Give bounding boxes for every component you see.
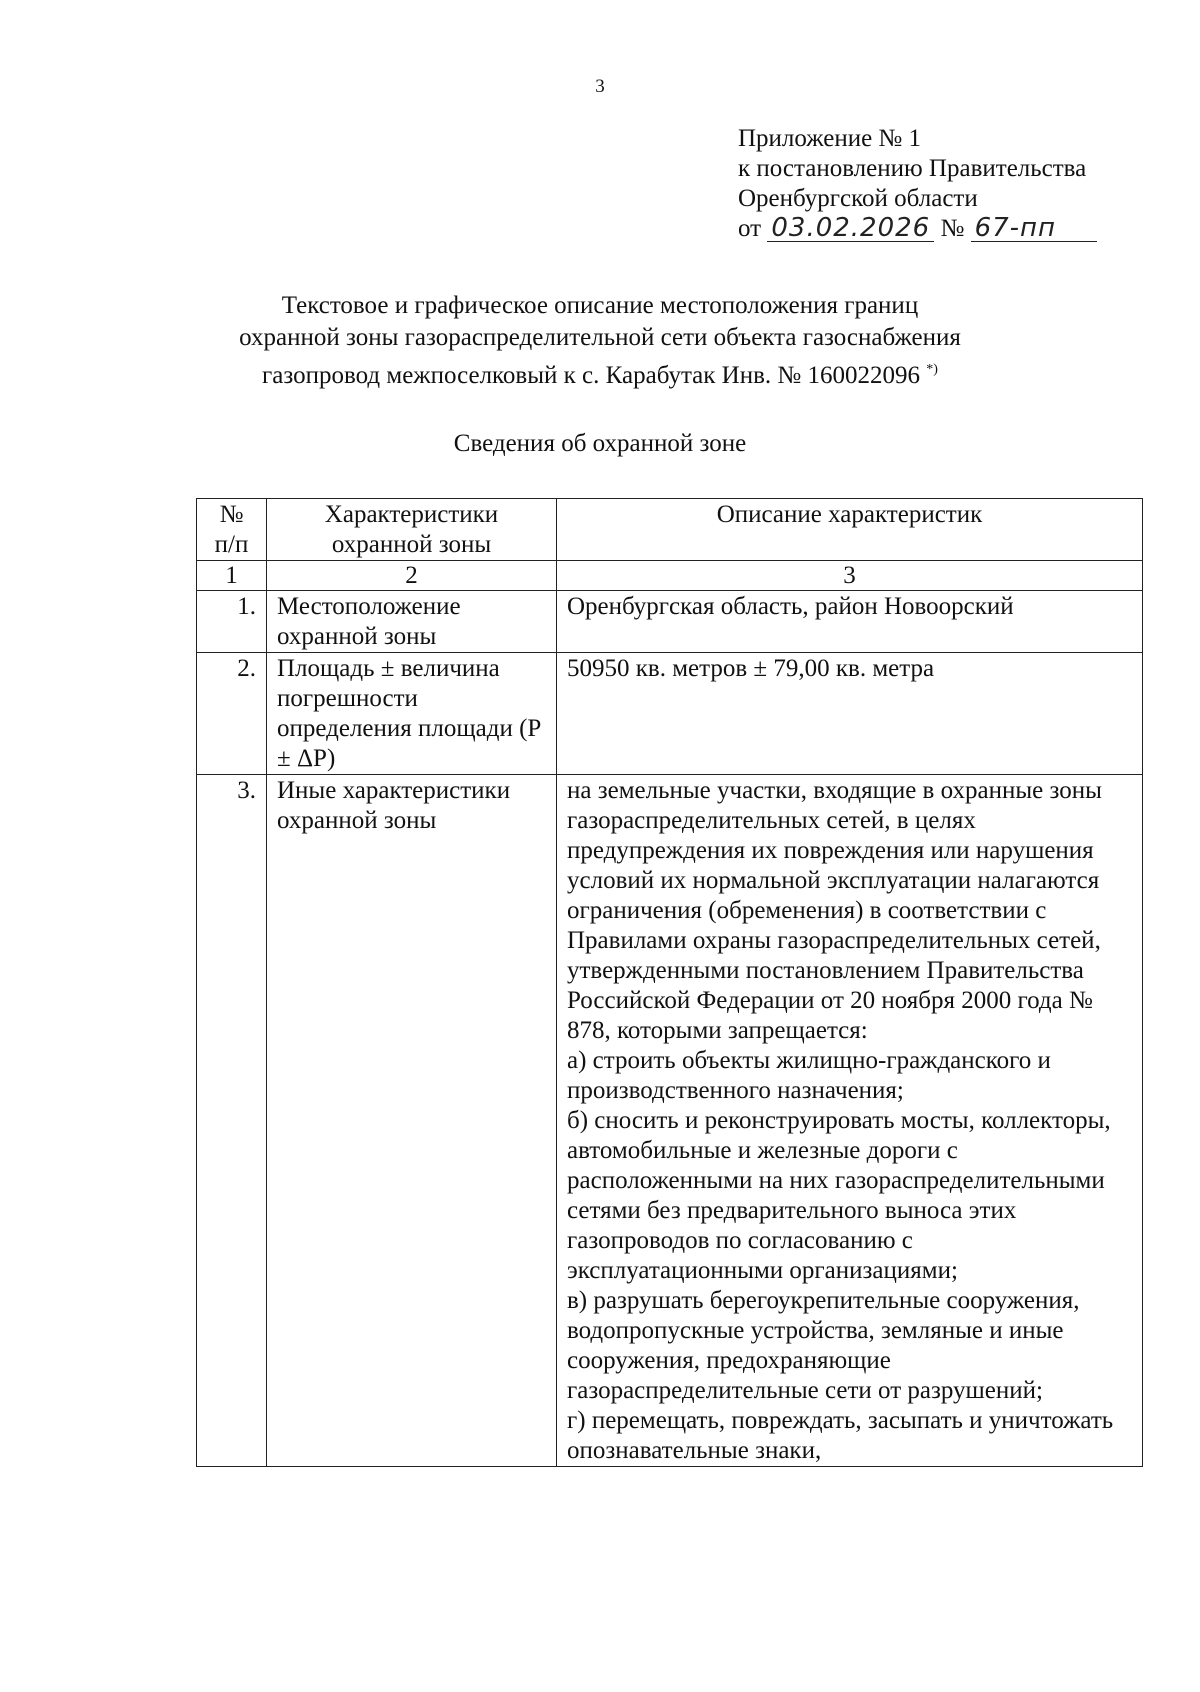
number-prefix: № <box>940 215 965 242</box>
section-subtitle: Сведения об охранной зоне <box>453 430 747 457</box>
column-number: 1 <box>197 561 267 591</box>
page-number: 3 <box>595 76 605 97</box>
header-description: Описание характеристик <box>557 499 1143 561</box>
row-characteristic: Площадь ± величина погрешности определения площади (P ± ΔP) <box>267 653 557 775</box>
column-number: 3 <box>557 561 1143 591</box>
description-paragraph: а) строить объекты жилищно-гражданского и производственного назначения; <box>567 1047 1051 1104</box>
description-paragraph: г) перемещать, повреждать, засыпать и уничтожать опознавательные знаки, <box>567 1407 1114 1464</box>
description-paragraph: 50950 кв. метров ± 79,00 кв. метра <box>567 655 935 682</box>
description-paragraph: Оренбургская область, район Новоорский <box>567 593 1014 620</box>
title-line-2: охранной зоны газораспределительной сети объекта газоснабжения <box>239 324 961 351</box>
protected-zone-table <box>196 498 1143 1467</box>
date-prefix: от <box>738 215 762 242</box>
title-line-3 <box>0 354 1200 392</box>
table-column-numbers <box>197 561 1143 591</box>
description-paragraph: на земельные участки, входящие в охранные зоны газораспределительных сетей, в целях предупреждения их повреждения или нарушения условий их нормальной эксплуатации налагаются ограничения (обременения) в соответствии с Правилами охраны газораспределительных сетей, утвержденными постановлением Правительства Российской Федерации от 20 ноября 2000 года № 878, которыми запрещается: <box>567 777 1102 1044</box>
header-num: № п/п <box>197 499 267 561</box>
footnote-mark: *) <box>926 362 938 377</box>
table-row <box>197 591 1143 653</box>
row-number: 1. <box>197 591 267 653</box>
title-line-3-text: газопровод межпоселковый к с. Карабутак Инв. № 160022096 <box>262 362 921 389</box>
appendix-ref: к постановлению Правительства <box>738 155 1087 182</box>
row-description <box>557 591 1143 653</box>
appendix-block <box>738 124 1097 244</box>
header-characteristics: Характеристики охранной зоны <box>267 499 557 561</box>
row-number: 2. <box>197 653 267 775</box>
handwritten-number: 67-пп <box>971 215 1097 242</box>
row-characteristic: Местоположение охранной зоны <box>267 591 557 653</box>
appendix-title: Приложение № 1 <box>738 125 922 152</box>
appendix-region: Оренбургской области <box>738 185 978 212</box>
appendix-date-line <box>738 214 1097 244</box>
row-description <box>557 775 1143 1467</box>
description-paragraph: в) разрушать берегоукрепительные сооружения, водопропускные устройства, земляные и иные сооружения, предохраняющие газораспределительные сети от разрушений; <box>567 1287 1080 1404</box>
handwritten-date: 03.02.2026 <box>767 215 934 242</box>
document-title <box>0 290 1200 392</box>
column-number: 2 <box>267 561 557 591</box>
table-header-row <box>197 499 1143 561</box>
table-row <box>197 653 1143 775</box>
row-characteristic: Иные характеристики охранной зоны <box>267 775 557 1467</box>
row-number: 3. <box>197 775 267 1467</box>
description-paragraph: б) сносить и реконструировать мосты, коллекторы, автомобильные и железные дороги с расположенными на них газораспределительными сетями без предварительного выноса этих газопроводов по согласованию с эксплуатационными организациями; <box>567 1107 1111 1284</box>
table-row <box>197 775 1143 1467</box>
row-description <box>557 653 1143 775</box>
title-line-1: Текстовое и графическое описание местоположения границ <box>281 292 919 319</box>
